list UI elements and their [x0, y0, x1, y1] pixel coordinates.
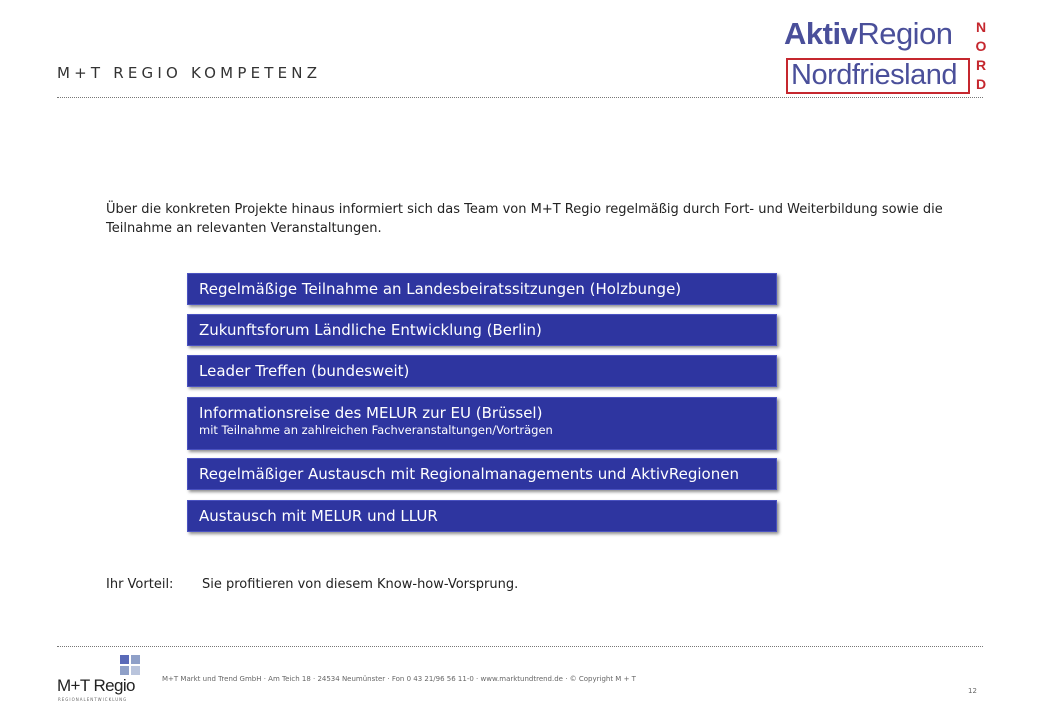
page-title: M+T REGIO KOMPETENZ [57, 64, 322, 82]
logo-line-1-bold: Aktiv [784, 16, 858, 51]
logo-line-2: Nordfriesland [791, 59, 957, 91]
logo-square [131, 655, 140, 664]
aktivregion-logo [780, 14, 992, 98]
logo-nord-letter: O [975, 38, 987, 54]
footer-divider [57, 646, 983, 647]
advantage-label: Ihr Vorteil: [106, 577, 174, 592]
list-item-title: Informationsreise des MELUR zur EU (Brüssel) [199, 404, 543, 422]
list-item [187, 458, 777, 490]
footer-contact-text: M+T Markt und Trend GmbH · Am Teich 18 · 24534 Neumünster · Fon 0 43 21/96 56 11-0 · www.marktundtrend.de · © Copyright M + T [162, 675, 636, 683]
list-item [187, 273, 777, 305]
list-item [187, 397, 777, 450]
list-item-title: Regelmäßiger Austausch mit Regionalmanagements und AktivRegionen [199, 465, 739, 483]
logo-nord-letter: R [975, 57, 987, 73]
logo-square [120, 655, 129, 664]
logo-line-1 [784, 16, 953, 52]
list-item-title: Austausch mit MELUR und LLUR [199, 507, 438, 525]
logo-line-2-box [786, 58, 970, 94]
list-item-title: Zukunftsforum Ländliche Entwicklung (Berlin) [199, 321, 542, 339]
list-item [187, 355, 777, 387]
logo-nord-letter: N [975, 19, 987, 35]
list-item-title: Leader Treffen (bundesweit) [199, 362, 410, 380]
page-number: 12 [968, 687, 977, 695]
logo-square [131, 666, 140, 675]
logo-square [120, 666, 129, 675]
logo-nord-letters [974, 18, 988, 94]
mt-regio-logo [57, 655, 147, 705]
list-item-subtitle: mit Teilnahme an zahlreichen Fachveranstaltungen/Vorträgen [199, 423, 553, 437]
logo-line-1-rest: Region [857, 16, 953, 51]
advantage-line [106, 577, 518, 592]
logo-nord-letter: D [975, 76, 987, 92]
intro-paragraph: Über die konkreten Projekte hinaus informiert sich das Team von M+T Regio regelmäßig durch Fort- und Weiterbildung sowie die Teilnahme an relevanten Veranstaltungen. [106, 202, 943, 236]
list-item [187, 500, 777, 532]
list-item-title: Regelmäßige Teilnahme an Landesbeiratssitzungen (Holzbunge) [199, 280, 682, 298]
advantage-text: Sie profitieren von diesem Know-how-Vorsprung. [202, 577, 519, 592]
logo-subtitle: REGIONALENTWICKLUNG [58, 697, 128, 702]
list-item [187, 314, 777, 346]
logo-name: M+T Regio [57, 676, 135, 695]
